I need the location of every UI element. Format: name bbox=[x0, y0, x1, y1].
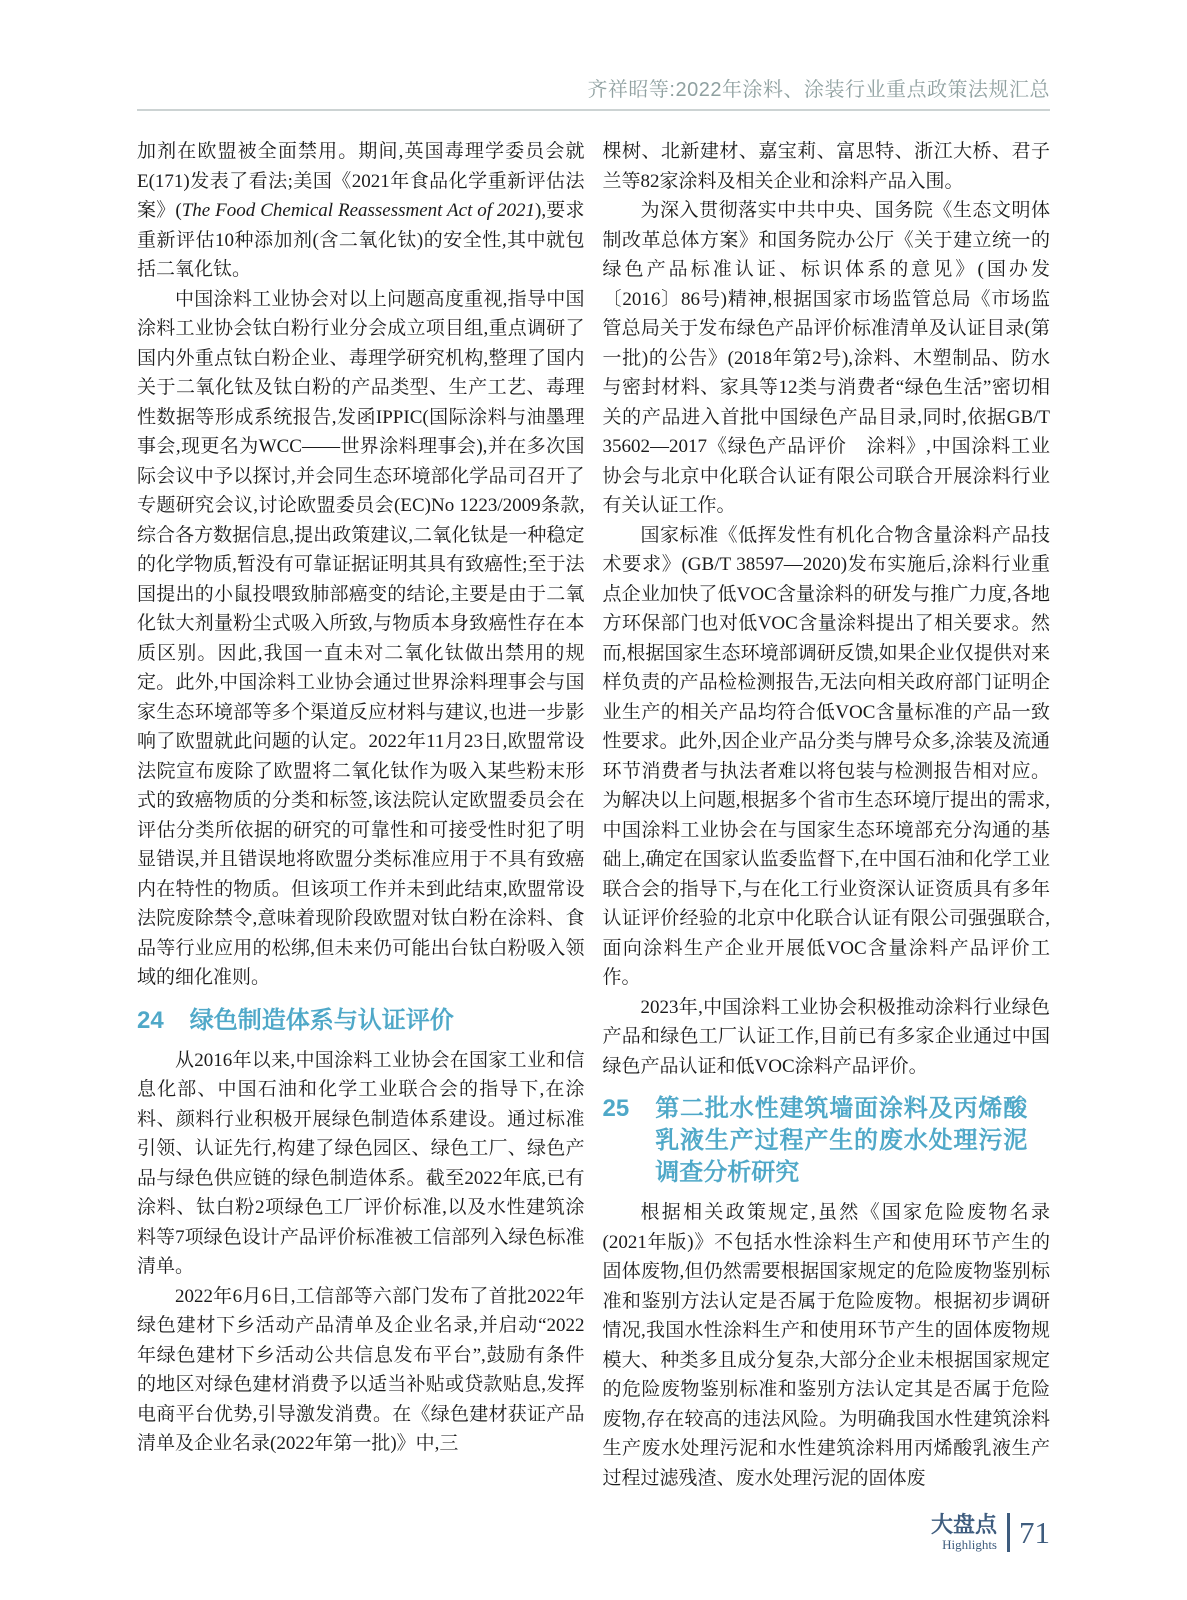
header-rule bbox=[137, 109, 1050, 111]
footer-labels bbox=[931, 1513, 997, 1552]
paragraph-additive bbox=[137, 137, 585, 285]
paragraph-sludge: 根据相关政策规定,虽然《国家危险废物名录(2021年版)》不包括水性涂料生产和使用环节产生的固体废物,但仍然需要根据国家规定的危险废物鉴别标准和鉴别方法认定是否属于危险废物。根据初步调研情况,我国水性涂料生产和使用环节产生的固体废物规模大、种类多且成分复杂,大部分企业未根据国家规定的危险废物鉴别标准和鉴别方法认定其是否属于危险废物,存在较高的违法风险。为明确我国水性建筑涂料生产废水处理污泥和水性建筑涂料用丙烯酸乳液生产过程过滤残渣、废水处理污泥的固体废 bbox=[602, 1202, 1050, 1489]
page-number: 71 bbox=[1019, 1514, 1050, 1550]
section-number: 24 bbox=[137, 1006, 164, 1034]
section-title: 第二批水性建筑墙面涂料及丙烯酸乳液生产过程产生的废水处理污泥调查分析研究 bbox=[655, 1095, 1028, 1186]
section-heading-24 bbox=[137, 1005, 585, 1037]
paragraph-low-voc: 国家标准《低挥发性有机化合物含量涂料产品技术要求》(GB/T 38597—2020)发布实施后,涂料行业重点企业加快了低VOC含量涂料的研发与推广力度,各地方环保部门也对低VOC含量涂料提出了相关要求。然而,根据国家生态环境部调研反馈,如果企业仅提供对来样负责的产品检检测报告,无法向相关政府部门证明企业生产的相关产品均符合低VOC含量标准的产品一致性要求。此外,因企业产品分类与牌号众多,涂装及流通环节消费者与执法者难以将包装与检测报告相对应。为解决以上问题,根据多个省市生态环境厅提出的需求,中国涂料工业协会在与国家生态环境部充分沟通的基础上,确定在国家认监委监督下,在中国石油和化学工业联合会的指导下,与在化工行业资深认证资质具有多年认证评价经验的北京中化联合认证有限公司强强联合,面向涂料生产企业开展低VOC含量涂料产品评价工作。 bbox=[602, 524, 1050, 988]
paragraph-text: 加剂在欧盟被全面禁用。期间,英国毒理学委员会就E(171)发表了看法;美国《2021年食品化学重新评估法案》( bbox=[137, 141, 585, 221]
section-number: 25 bbox=[602, 1095, 630, 1122]
footer-label-en: Highlights bbox=[942, 1537, 997, 1552]
paragraph-green-building: 2022年6月6日,工信部等六部门发布了首批2022年绿色建材下乡活动产品清单及企业名录,并启动“2022年绿色建材下乡活动公共信息发布平台”,鼓励有条件的地区对绿色建材消费予以适当补贴或贷款贴息,发挥电商平台优势,引导激发消费。在《绿色建材获证产品清单及企业名录(2022年第一批)》中,三 bbox=[137, 1285, 585, 1454]
paragraph-text: ),要求重新评估10种添加剂(含二氧化钛)的安全性,其中就包括二氧化钛。 bbox=[137, 200, 585, 280]
paragraph-2023: 2023年,中国涂料工业协会积极推动涂料行业绿色产品和绿色工厂认证工作,目前已有多家企业通过中国绿色产品认证和低VOC涂料产品评价。 bbox=[602, 996, 1050, 1077]
paragraph-green-product-policy: 为深入贯彻落实中共中央、国务院《生态文明体制改革总体方案》和国务院办公厅《关于建立统一的绿色产品标准认证、标识体系的意见》(国办发〔2016〕86号)精神,根据国家市场监管总局《市场监管总局关于发布绿色产品评价标准清单及认证目录(第一批)的公告》(2018年第2号),涂料、木塑制品、防水与密封材料、家具等12类与消费者“绿色生活”密切相关的产品进入首批中国绿色产品目录,同时,依据GB/T 35602—2017《绿色产品评价 涂料》,中国涂料工业协会与北京中化联合认证有限公司联合开展涂料行业有关认证工作。 bbox=[602, 200, 1050, 516]
section-heading-25 bbox=[603, 1093, 1051, 1189]
english-act-title: The Food Chemical Reassessment Act of 2021 bbox=[181, 200, 536, 221]
running-head bbox=[137, 78, 1050, 102]
paragraph-continuation: 棵树、北新建材、嘉宝莉、富思特、浙江大桥、君子兰等82家涂料及相关企业和涂料产品入围。 bbox=[602, 141, 1050, 192]
left-column bbox=[137, 137, 585, 1493]
paragraph-tio2: 中国涂料工业协会对以上问题高度重视,指导中国涂料工业协会钛白粉行业分会成立项目组,重点调研了国内外重点钛白粉企业、毒理学研究机构,整理了国内关于二氧化钛及钛白粉的产品类型、生产工艺、毒理性数据等形成系统报告,发函IPPIC(国际涂料与油墨理事会,现更名为WCC——世界涂料理事会),并在多次国际会议中予以探讨,并会同生态环境部化学品司召开了专题研究会议,讨论欧盟委员会(EC)No 1223/2009条款,综合各方数据信息,提出政策建议,二氧化钛是一种稳定的化学物质,暂没有可靠证据证明其具有致癌性;至于法国提出的小鼠投喂致肺部癌变的结论,主要是由于二氧化钛大剂量粉尘式吸入所致,与物质本身致癌性存在本质区别。因此,我国一直未对二氧化钛做出禁用的规定。此外,中国涂料工业协会通过世界涂料理事会与国家生态环境部等多个渠道反应材料与建议,也进一步影响了欧盟就此问题的认定。2022年11月23日,欧盟常设法院宣布废除了欧盟将二氧化钛作为吸入某些粉末形式的致癌物质的分类和标签,该法院认定欧盟委员会在评估分类所依据的研究的可靠性和可接受性时犯了明显错误,并且错误地将欧盟分类标准应用于不具有致癌内在特性的物质。但该项工作并未到此结束,欧盟常设法院废除禁令,意味着现阶段欧盟对钛白粉在涂料、食品等行业应用的松绑,但未来仍可能出台钛白粉吸入领域的细化准则。 bbox=[137, 288, 585, 988]
footer-divider bbox=[1007, 1513, 1010, 1552]
content-columns bbox=[137, 137, 1050, 1493]
right-column bbox=[603, 137, 1051, 1493]
running-head-text: 齐祥昭等:2022年涂料、涂装行业重点政策法规汇总 bbox=[587, 79, 1050, 101]
paragraph-green-system: 从2016年以来,中国涂料工业协会在国家工业和信息化部、中国石油和化学工业联合会的指导下,在涂料、颜料行业积极开展绿色制造体系建设。通过标准引领、认证先行,构建了绿色园区、绿色工厂、绿色产品与绿色供应链的绿色制造体系。截至2022年底,已有涂料、钛白粉2项绿色工厂评价标准,以及水性建筑涂料等7项绿色设计产品评价标准被工信部列入绿色标准清单。 bbox=[137, 1049, 585, 1277]
footer-label-cn: 大盘点 bbox=[930, 1512, 997, 1537]
page-footer bbox=[931, 1513, 1050, 1552]
section-title: 绿色制造体系与认证评价 bbox=[189, 1006, 454, 1034]
